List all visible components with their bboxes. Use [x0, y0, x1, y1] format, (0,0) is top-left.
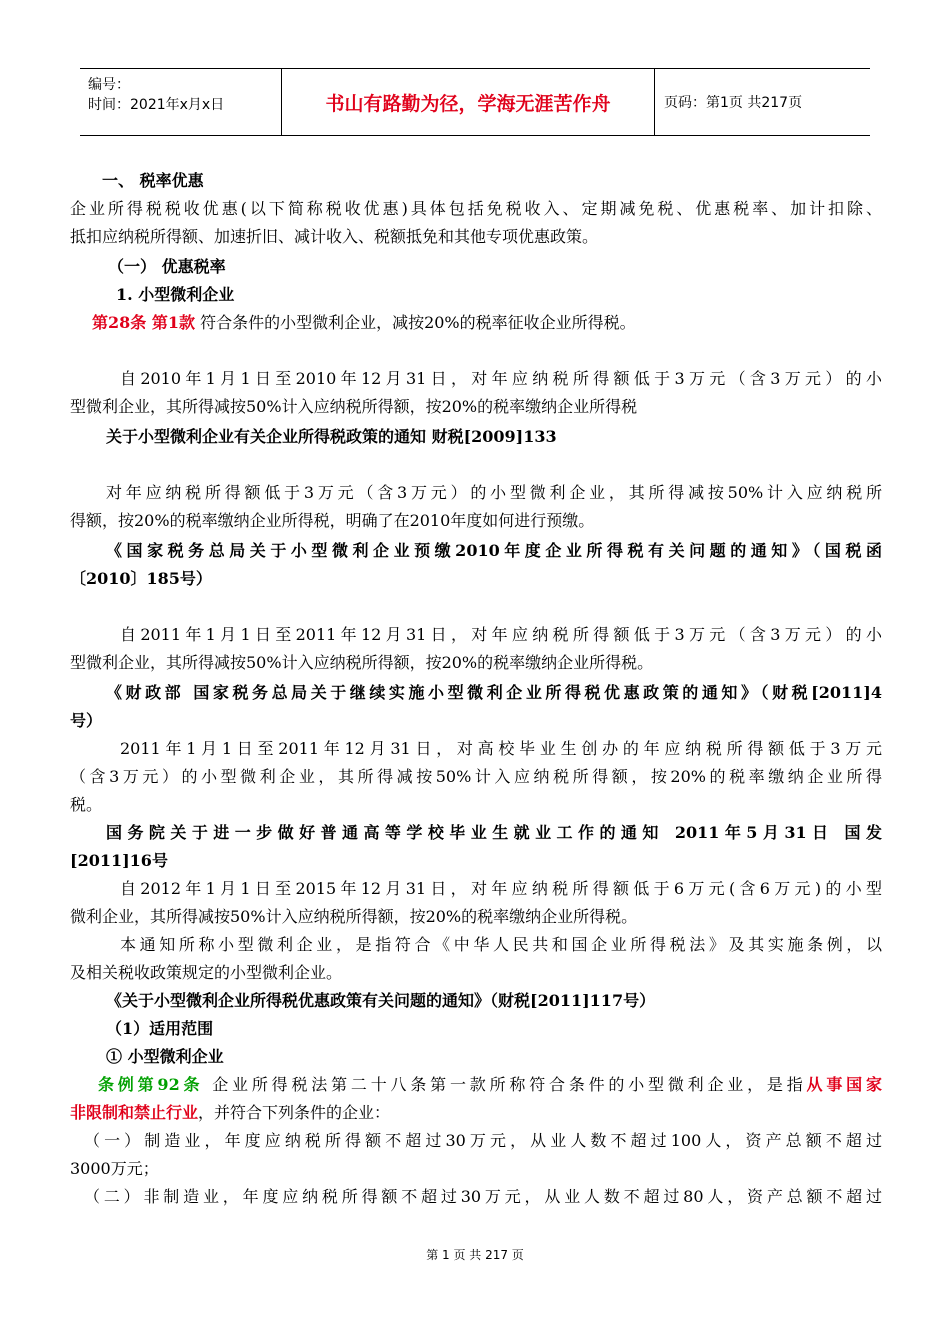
article-92-highlight: 从事国家 — [806, 1075, 882, 1094]
page-header — [80, 68, 870, 136]
reference-guoshuihan-line1: 《国家税务总局关于小型微利企业预缴2010年度企业所得税有关问题的通知》（国税函 — [106, 541, 882, 560]
paragraph-2012-line1: 自2012年1月1日至2015年12月31日，对年应纳税所得额低于6万元(含6万元)的小型 — [120, 879, 882, 898]
paragraph-2010-line2: 型微利企业，其所得减按50%计入应纳税所得额，按20%的税率缴纳企业所得税 — [70, 397, 638, 416]
paragraph-definition-line1: 本通知所称小型微利企业，是指符合《中华人民共和国企业所得税法》及其实施条例，以 — [120, 935, 882, 954]
paragraph-graduate-line3: 税。 — [70, 795, 103, 814]
header-code-label: 编号： — [88, 77, 130, 93]
header-date-label: 时间：2021年x月x日 — [88, 97, 225, 113]
paragraph-definition-line2: 及相关税收政策规定的小型微利企业。 — [70, 963, 343, 982]
reference-caishui-2011-4-line2: 号） — [70, 711, 103, 730]
paragraph-graduate-line2: （含3万元）的小型微利企业，其所得减按50%计入应纳税所得额，按20%的税率缴纳企业所得 — [70, 767, 882, 786]
article-28-text: 符合条件的小型微利企业，减按20%的税率征收企业所得税。 — [194, 313, 636, 332]
reference-guofa-line2: [2011]16号 — [70, 851, 168, 870]
article-92-ref: 条例第92条 — [98, 1075, 204, 1094]
article-92-line1 — [98, 1074, 882, 1096]
reference-caishui-2011-117: 《关于小型微利企业所得税优惠政策有关问题的通知》（财税[2011]117号） — [106, 991, 656, 1010]
article-92-line2 — [70, 1102, 882, 1124]
article-28 — [92, 312, 882, 334]
paragraph-prepay-line1: 对年应纳税所得额低于3万元（含3万元）的小型微利企业，其所得减按50%计入应纳税所 — [106, 483, 882, 502]
header-meta — [80, 69, 282, 135]
heading-scope: （1）适用范围 — [106, 1019, 214, 1038]
page-footer: 第 1 页 共 217 页 — [426, 1248, 524, 1262]
paragraph-graduate-line1: 2011年1月1日至2011年12月31日，对高校毕业生创办的年应纳税所得额低于3万元 — [120, 739, 882, 758]
paragraph-2011-line1: 自2011年1月1日至2011年12月31日，对年应纳税所得额低于3万元（含3万元）的小 — [120, 625, 882, 644]
paragraph-2012-line2: 微利企业，其所得减按50%计入应纳税所得额，按20%的税率缴纳企业所得税。 — [70, 907, 638, 926]
header-motto: 书山有路勤为径，学海无涯苦作舟 — [282, 69, 655, 135]
article-92-tail: ，并符合下列条件的企业： — [198, 1103, 391, 1122]
heading-tax-rate: 一、 税率优惠 — [102, 171, 204, 190]
article-92-text: 企业所得税法第二十八条第一款所称符合条件的小型微利企业，是指 — [203, 1075, 807, 1094]
paragraph-prepay-line2: 得额，按20%的税率缴纳企业所得税，明确了在2010年度如何进行预缴。 — [70, 511, 595, 530]
condition-manufacturing-line1: （一）制造业，年度应纳税所得额不超过30万元，从业人数不超过100人，资产总额不超过 — [84, 1131, 882, 1150]
article-28-ref: 第28条 第1款 — [92, 313, 195, 332]
reference-caishui-2009-133: 关于小型微利企业有关企业所得税政策的通知 财税[2009]133 — [106, 427, 557, 446]
reference-guofa-line1: 国务院关于进一步做好普通高等学校毕业生就业工作的通知 2011年5月31日 国发 — [106, 823, 882, 842]
paragraph-intro-line1: 企业所得税税收优惠(以下简称税收优惠)具体包括免税收入、定期减免税、优惠税率、加计扣除、 — [70, 199, 882, 218]
condition-non-manufacturing-line1: （二）非制造业，年度应纳税所得额不超过30万元，从业人数不超过80人，资产总额不超过 — [84, 1187, 882, 1206]
header-page-label: 页码：第1页 共217页 — [664, 95, 803, 111]
reference-caishui-2011-4-line1: 《财政部 国家税务总局关于继续实施小型微利企业所得税优惠政策的通知》（财税[2011]4 — [106, 683, 882, 702]
article-92-highlight-2: 非限制和禁止行业 — [70, 1103, 199, 1122]
paragraph-intro-line2: 抵扣应纳税所得额、加速折旧、减计收入、税额抵免和其他专项优惠政策。 — [70, 227, 599, 246]
paragraph-2011-line2: 型微利企业，其所得减按50%计入应纳税所得额，按20%的税率缴纳企业所得税。 — [70, 653, 654, 672]
reference-guoshuihan-line2: 〔2010〕185号） — [70, 569, 212, 588]
heading-small-enterprise: 1. 小型微利企业 — [116, 285, 235, 304]
condition-manufacturing-line2: 3000万元； — [70, 1159, 159, 1178]
paragraph-2010-line1: 自2010年1月1日至2010年12月31日，对年应纳税所得额低于3万元（含3万元）的小 — [120, 369, 882, 388]
heading-small-enterprise-scope: ① 小型微利企业 — [106, 1047, 224, 1066]
heading-preferential-rate: （一） 优惠税率 — [108, 257, 226, 276]
